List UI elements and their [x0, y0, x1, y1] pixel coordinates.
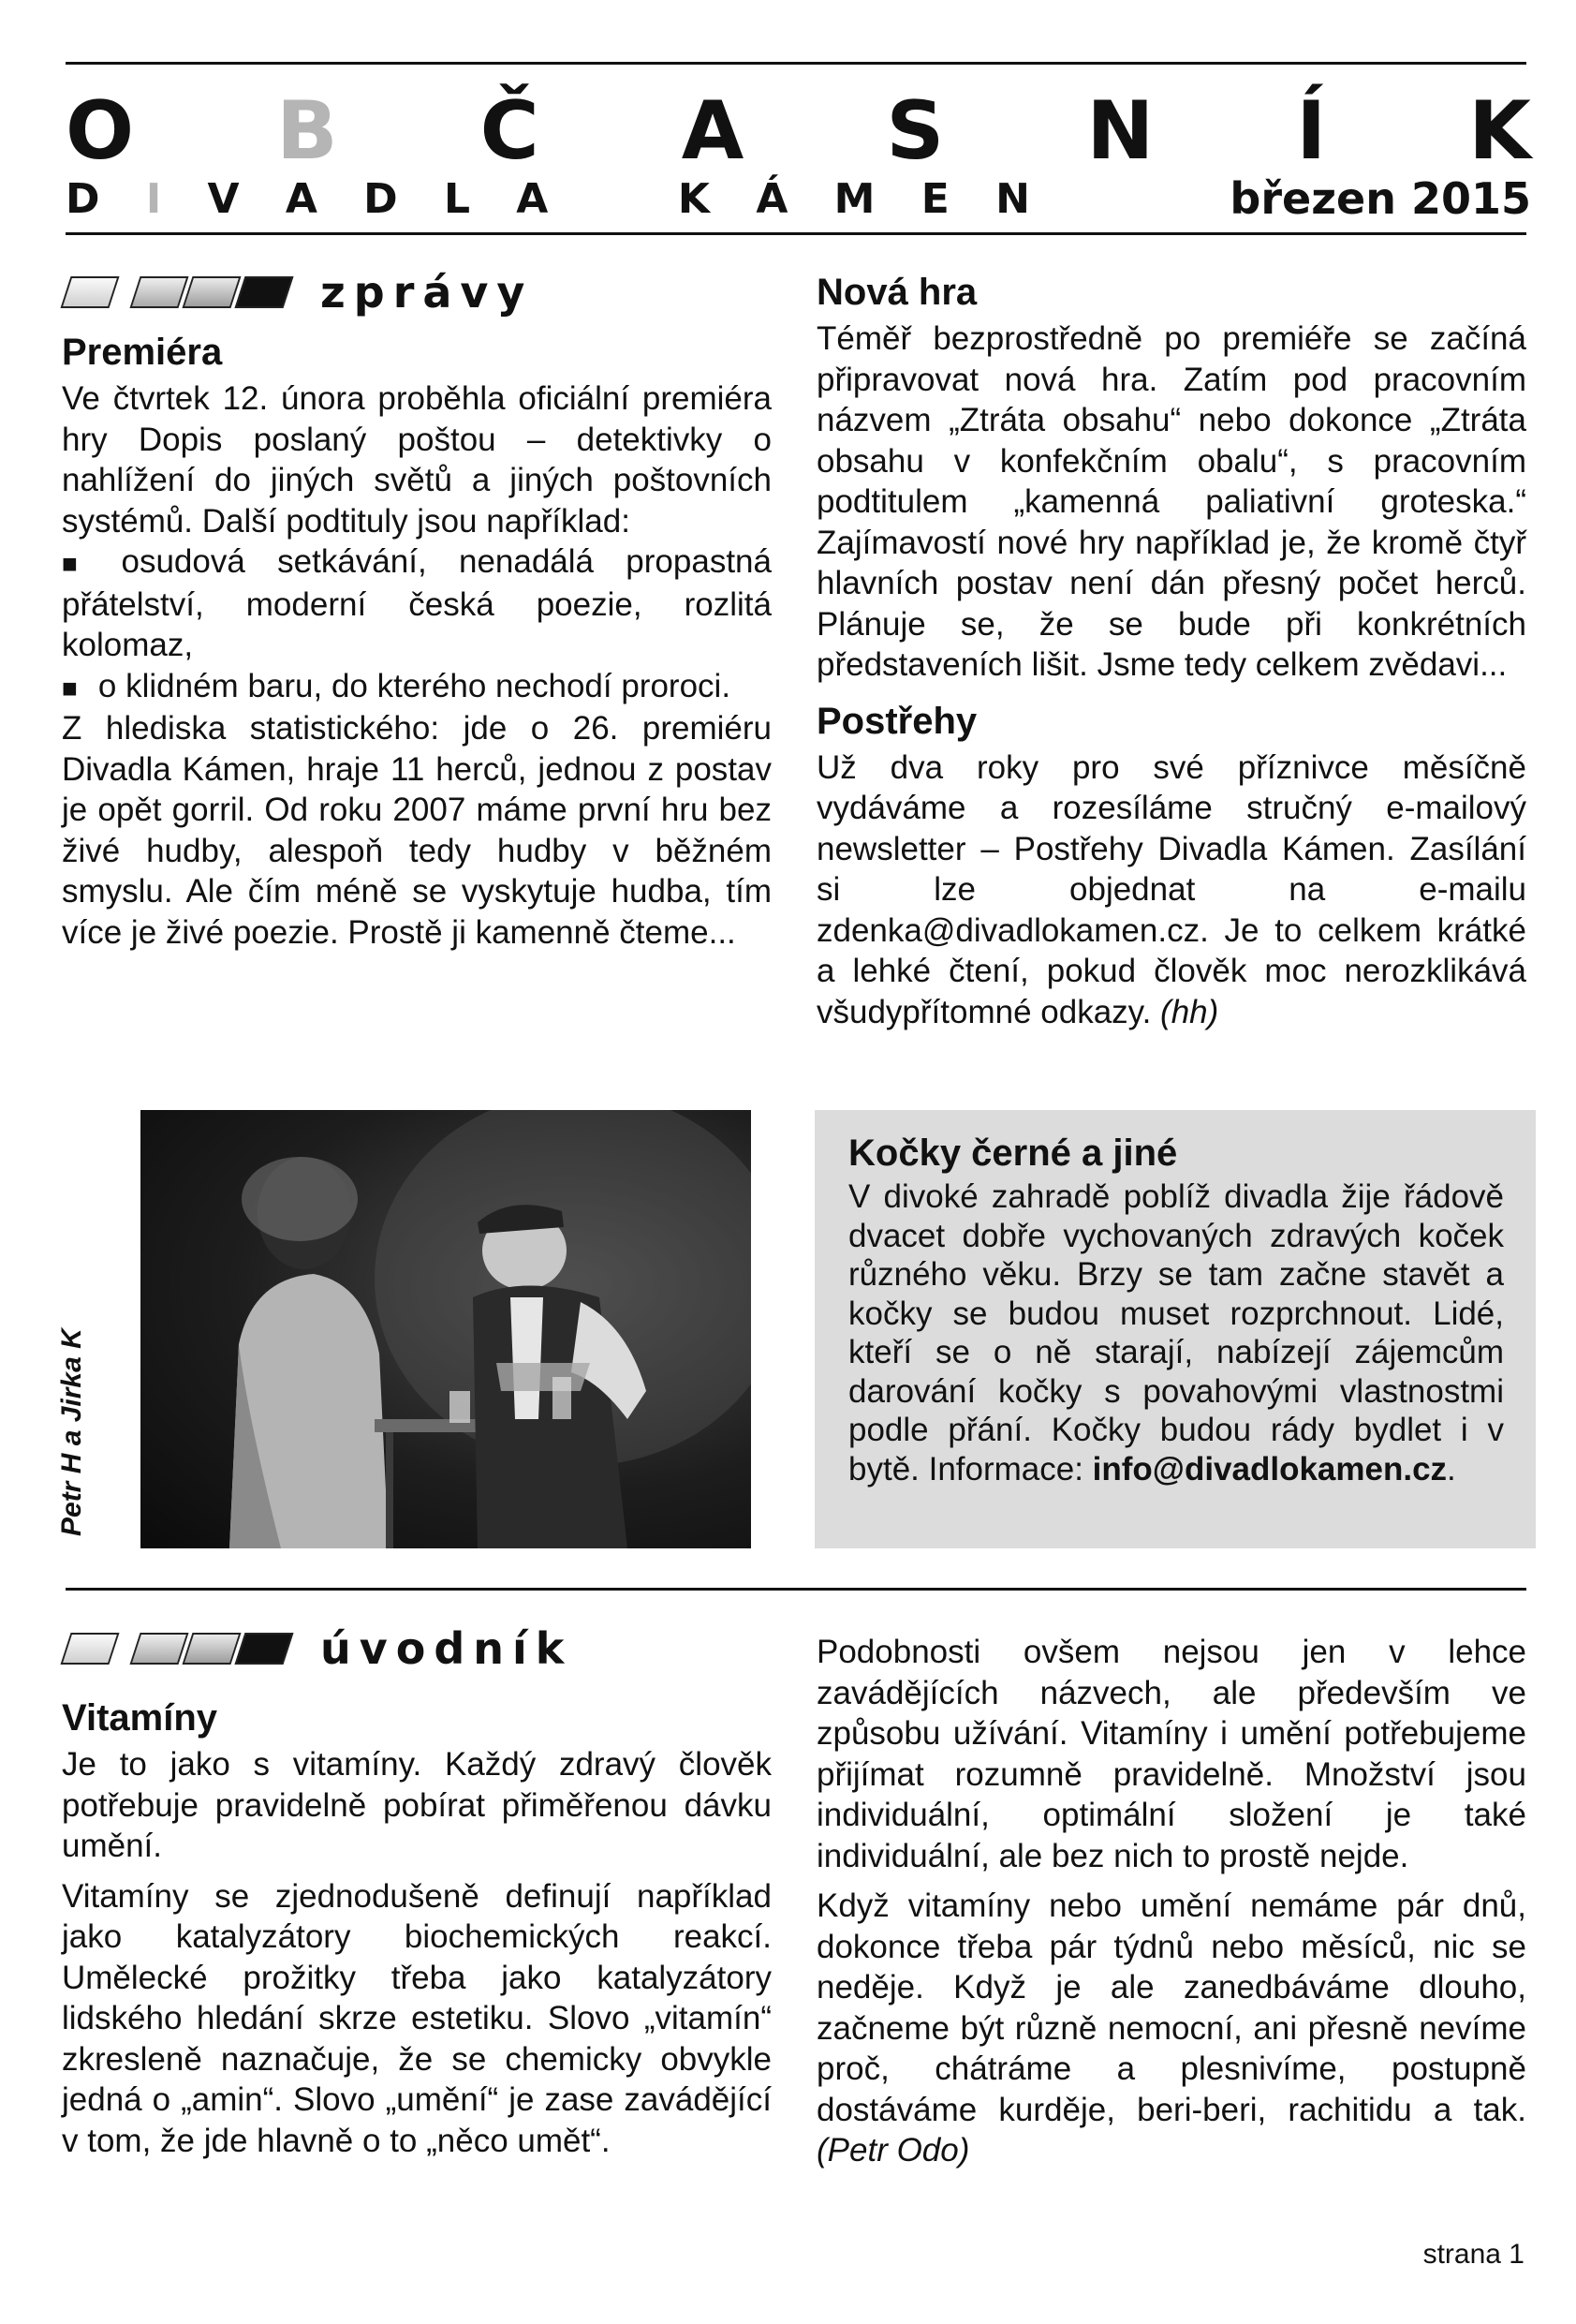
stage-photo-illustration: [140, 1110, 751, 1548]
masthead-letter: N: [1086, 84, 1155, 178]
theatre-name: [66, 175, 1030, 223]
info-box-kocky: [815, 1110, 1536, 1548]
top-rule: [66, 62, 1526, 65]
masthead-letter: A: [681, 84, 744, 178]
article-paragraph: Vitamíny se zjednodušeně definují například jako katalyzátory biochemických reakcí. Umělecké prožitky třeba jako katalyzátory lidského hledání skrze estetiku. Slovo „vitamín“ zkresleně naznačuje, že se chemicky obvykle jedná o „amin“. Slovo „umění“ je zase zavádějící v tom, že jde hlavně o to „něco umět“.: [62, 1877, 772, 2159]
masthead-letter: O: [66, 84, 135, 178]
masthead-letter: Č: [479, 84, 539, 178]
article-paragraph: Z hlediska statistického: jde o 26. premiéru Divadla Kámen, hraje 11 herců, jednou z postav je opět gorril. Od roku 2007 máme první hru bez živé hudby, alespoň tedy hudby v běžném smyslu. Ale čím méně se vyskytuje hudba, tím více je živé poezie. Prostě ji kamenně čteme...: [62, 710, 772, 951]
issue-date: březen 2015: [1230, 173, 1531, 224]
subtitle-letter: Á: [756, 174, 788, 223]
article-heading: Premiéra: [62, 332, 223, 373]
article-paragraph: [817, 1886, 1526, 2171]
signature: (hh): [1160, 993, 1219, 1030]
subtitle-letter: L: [443, 174, 471, 223]
masthead-rule: [66, 232, 1526, 235]
page-number: strana 1: [1422, 2239, 1524, 2270]
article-paragraph: [817, 748, 1526, 1033]
box-heading: Kočky černé a jiné: [848, 1132, 1178, 1174]
article-heading: Vitamíny: [62, 1697, 217, 1739]
stacked-stone-blocks-icon: [66, 276, 288, 308]
article-paragraph: Podobnosti ovšem nejsou jen v lehce zavádějících názvech, ale především ve způsobu užívání. Vitamíny i umění potřebujeme přijímat rozumně pravidelně. Množství jsou individuální, optimální složení je také individuální, ale bez nich to prostě nejde.: [817, 1634, 1526, 1874]
kocky-end: .: [1447, 1450, 1456, 1488]
section-rule: [66, 1588, 1526, 1591]
masthead-letter: Í: [1296, 84, 1327, 178]
bullet-item: [62, 541, 772, 666]
section-head-zpravy: [66, 267, 533, 318]
vitaminy-text: Když vitamíny nebo umění nemáme pár dnů, dokonce třeba pár týdnů nebo měsíců, nic se neděje. Když je ale zanedbáváme dlouho, začneme být různě nemocní, ani přesně nevíme proč, chátráme a plesnivíme, postupně dostáváme kurděje, beri-beri, rachitidu a tak.: [817, 1887, 1526, 2128]
section-title: zprávy: [320, 267, 534, 318]
subtitle-letter: E: [921, 174, 950, 223]
masthead-title: [66, 84, 1531, 178]
article-heading: Postřehy: [817, 700, 978, 742]
bullet-item: [62, 666, 772, 709]
article-vitaminy-continued: [817, 1632, 1526, 2181]
box-text: [848, 1177, 1504, 1488]
article-heading: Nová hra: [817, 272, 978, 313]
masthead-letter: K: [1468, 84, 1531, 178]
subtitle-letter: K: [677, 174, 711, 223]
kocky-text: V divoké zahradě poblíž divadla žije řádově dvacet dobře vychovaných zdravých koček různého věku. Brzy se tam začne stavět a kočky se budou muset rozprchnout. Lidé, kteří se o ně starají, nabízejí zájemcům darování kočky s povahovými vlastnostmi podle přání. Kočky budou rády bydlet i v bytě. Informace:: [848, 1178, 1504, 1488]
article-paragraph: Téměř bezprostředně po premiéře se začíná připravovat nová hra. Zatím pod pracovním názvem „Ztráta obsahu“ nebo dokonce „Ztráta obsahu v konfekčním obalu“, s pracovním podtitulem „kamenná paliativní groteska.“ Zajímavostí nové hry například je, že kromě čtyř hlavních postav není dán přesný počet herců. Plánuje se, že se bude při konkrétních představeních lišit. Jsme tedy celkem zvědavi...: [817, 320, 1526, 683]
article-paragraph: Je to jako s vitamíny. Každý zdravý člověk potřebuje pravidelně pobírat přiměřenou dávku umění.: [62, 1746, 772, 1864]
masthead-letter: S: [886, 84, 945, 178]
subtitle-letter: D: [363, 174, 398, 223]
article-nova-hra: [817, 266, 1526, 1042]
masthead-subtitle: [66, 170, 1531, 227]
section-head-uvodnik: [66, 1623, 572, 1674]
section-title: úvodník: [320, 1623, 573, 1674]
subtitle-letter: I: [145, 174, 162, 223]
subtitle-letter: A: [516, 174, 549, 223]
signature: (Petr Odo): [817, 2132, 970, 2169]
article-vitaminy: [62, 1692, 772, 2170]
postrehy-text: Už dva roky pro své příznivce měsíčně vydáváme a rozesíláme stručný e-mailový newsletter – Postřehy Divadla Kámen. Zasílání si lze objednat na e-mailu zdenka@divadlokamen.cz. Je to celkem krátké a lehké čtení, pokud člověk moc nerozklikává všudypřítomné odkazy.: [817, 748, 1526, 1030]
photo-credit: Petr H a Jirka K: [56, 1328, 87, 1536]
article-paragraph: Ve čtvrtek 12. února proběhla oficiální premiéra hry Dopis poslaný poštou – detektivky o nahlížení do jiných světů a jiných poštovních systémů. Další podtituly jsou například:: [62, 380, 772, 540]
stacked-stone-blocks-icon: [66, 1633, 288, 1665]
subtitle-letter: M: [833, 174, 876, 223]
masthead-letter: B: [276, 84, 338, 178]
info-email-link[interactable]: info@divadlokamen.cz: [1092, 1450, 1448, 1488]
bullet-text: o klidném baru, do kterého nechodí proroci.: [97, 667, 731, 704]
subtitle-letter: D: [66, 174, 100, 223]
article-premiera: [62, 326, 772, 962]
stage-photo: [140, 1110, 751, 1548]
subtitle-letter: A: [285, 174, 317, 223]
subtitle-letter: N: [995, 174, 1030, 223]
subtitle-letter: V: [207, 174, 240, 223]
bullet-text: osudová setkávání, nenadálá propastná přátelství, moderní česká poezie, rozlitá kolomaz,: [62, 543, 772, 663]
